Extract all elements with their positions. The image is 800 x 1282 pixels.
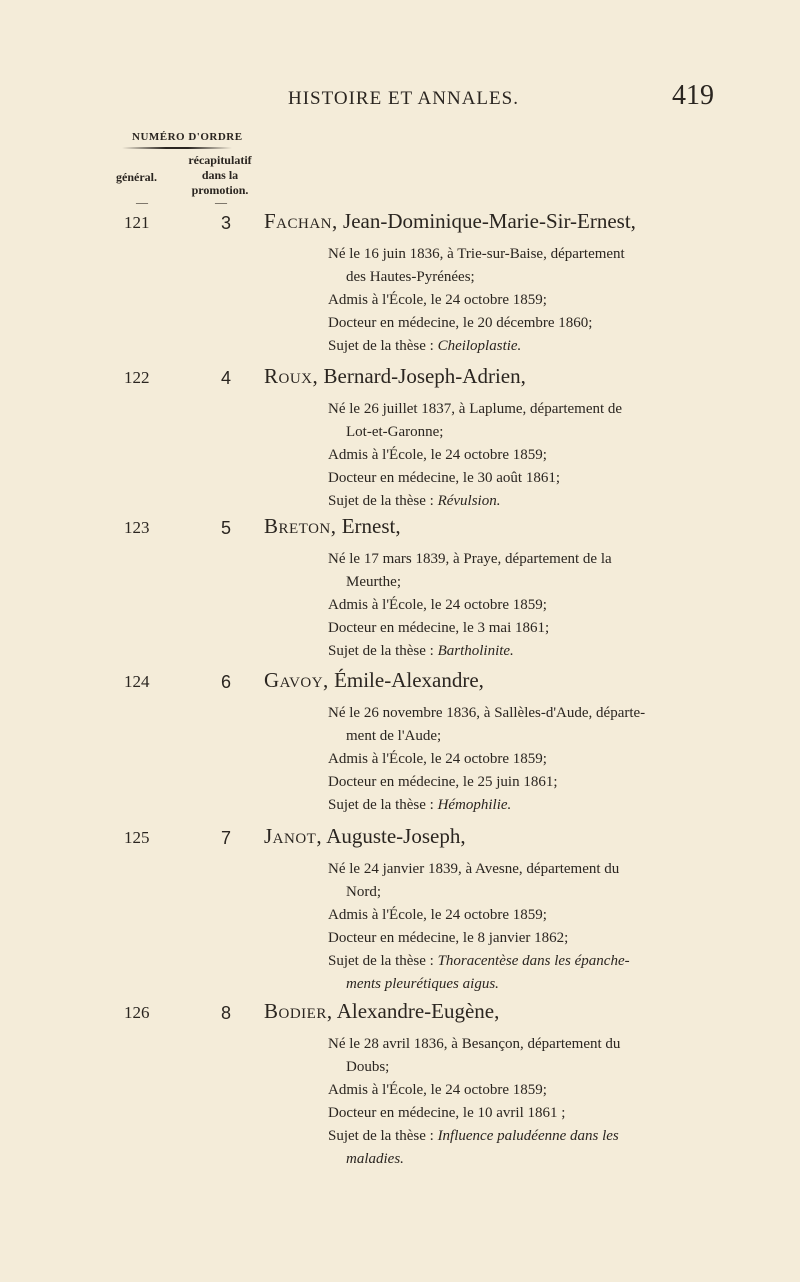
entry-number-promotion: 6 xyxy=(221,672,232,692)
entry-thesis xyxy=(328,640,710,663)
entry-surname: Roux, xyxy=(264,364,319,388)
entry-thesis-title: Cheiloplastie. xyxy=(437,338,522,354)
entry-details xyxy=(328,548,710,663)
entry-given-names: Auguste-Joseph, xyxy=(326,824,466,848)
entry-surname: Breton, xyxy=(264,514,337,538)
entry-birth-continued: des Hautes-Pyrénées; xyxy=(346,269,475,285)
entry-thesis-title: Influence paludéenne dans les xyxy=(437,1128,619,1144)
entry-birth: Né le 26 juillet 1837, à Laplume, département de xyxy=(328,401,623,417)
entry-thesis-title: Thoracentèse dans les épanche- xyxy=(437,953,630,969)
entry-given-names: Alexandre-Eugène, xyxy=(336,999,500,1023)
entry-given-names: Ernest, xyxy=(341,514,401,538)
entry-surname: Janot, xyxy=(264,824,323,848)
entry-birth-continued: Doubs; xyxy=(346,1059,390,1075)
entry-thesis-title: Révulsion. xyxy=(437,493,501,509)
entry-surname: Fachan, xyxy=(264,209,338,233)
entry-given-names: Émile-Alexandre, xyxy=(334,668,484,692)
entry-doctorate: Docteur en médecine, le 3 mai 1861; xyxy=(328,620,550,636)
entry-doctorate: Docteur en médecine, le 20 décembre 1860; xyxy=(328,315,593,331)
entry-number-promotion: 8 xyxy=(221,1003,232,1023)
entry-thesis-label: Sujet de la thèse : xyxy=(328,338,438,354)
entry-thesis-title-continued: maladies. xyxy=(346,1151,404,1167)
entry-doctorate: Docteur en médecine, le 30 août 1861; xyxy=(328,470,561,486)
entry-details xyxy=(328,398,710,513)
entry-doctorate: Docteur en médecine, le 10 avril 1861 ; xyxy=(328,1105,566,1121)
entry-thesis xyxy=(328,1125,710,1148)
entry-surname: Gavoy, xyxy=(264,668,329,692)
entry-number-promotion: 3 xyxy=(221,213,232,233)
entry-thesis-label: Sujet de la thèse : xyxy=(328,953,438,969)
entry-admission: Admis à l'École, le 24 octobre 1859; xyxy=(328,907,547,923)
running-title: HISTOIRE ET ANNALES. xyxy=(288,88,519,109)
entry-thesis-title: Bartholinite. xyxy=(437,643,514,659)
entry-admission: Admis à l'École, le 24 octobre 1859; xyxy=(328,751,547,767)
entry-admission: Admis à l'École, le 24 octobre 1859; xyxy=(328,597,547,613)
page-number: 419 xyxy=(672,80,714,111)
column-header-recap xyxy=(176,153,264,198)
entry-given-names: Jean-Dominique-Marie-Sir-Ernest, xyxy=(343,209,636,233)
entry-number-general: 123 xyxy=(124,518,150,537)
entry-admission: Admis à l'École, le 24 octobre 1859; xyxy=(328,447,547,463)
entry-number-promotion: 7 xyxy=(221,828,232,848)
column-header-general: général. xyxy=(116,170,157,184)
entry-surname: Bodier, xyxy=(264,999,333,1023)
entry-number-promotion: 4 xyxy=(221,368,232,388)
entry-name xyxy=(264,209,636,234)
entry-birth-continued: Meurthe; xyxy=(346,574,401,590)
entry-thesis-label: Sujet de la thèse : xyxy=(328,493,438,509)
entry-birth: Né le 24 janvier 1839, à Avesne, département du xyxy=(328,861,620,877)
column-header-dash-general: — xyxy=(136,195,148,209)
entry-number-general: 125 xyxy=(124,828,150,847)
entry-number-general: 121 xyxy=(124,213,150,232)
entry-number-general: 124 xyxy=(124,672,150,691)
entry-birth: Né le 16 juin 1836, à Trie-sur-Baise, département xyxy=(328,246,625,262)
entry-details xyxy=(328,1033,710,1171)
entry-name xyxy=(264,364,526,389)
entry-admission: Admis à l'École, le 24 octobre 1859; xyxy=(328,1082,547,1098)
entry-thesis xyxy=(328,490,710,513)
entry-thesis-label: Sujet de la thèse : xyxy=(328,643,438,659)
entry-name xyxy=(264,514,401,539)
entry-number-general: 122 xyxy=(124,368,150,387)
entry-birth-continued: Lot-et-Garonne; xyxy=(346,424,444,440)
entry-doctorate: Docteur en médecine, le 25 juin 1861; xyxy=(328,774,558,790)
column-header-recap-line-3: promotion. xyxy=(191,183,249,197)
entry-birth: Né le 28 avril 1836, à Besançon, département du xyxy=(328,1036,621,1052)
entry-admission: Admis à l'École, le 24 octobre 1859; xyxy=(328,292,547,308)
entry-thesis-title: Hémophilie. xyxy=(437,797,512,813)
entry-birth: Né le 17 mars 1839, à Praye, département de la xyxy=(328,551,612,567)
entry-name xyxy=(264,999,499,1024)
entry-details xyxy=(328,243,710,358)
column-header-title: NUMÉRO D'ORDRE xyxy=(132,131,243,143)
entry-thesis xyxy=(328,794,710,817)
column-header-recap-line-1: récapitulatif xyxy=(188,153,252,167)
entry-thesis-label: Sujet de la thèse : xyxy=(328,1128,438,1144)
entry-number-general: 126 xyxy=(124,1003,150,1022)
column-header-rule xyxy=(122,147,232,149)
entry-name xyxy=(264,668,484,693)
entry-thesis-title-continued: ments pleurétiques aigus. xyxy=(346,976,499,992)
entry-birth: Né le 26 novembre 1836, à Sallèles-d'Aude, départe- xyxy=(328,705,646,721)
entry-thesis xyxy=(328,335,710,358)
column-header-recap-line-2: dans la xyxy=(201,168,239,182)
entry-details xyxy=(328,702,710,817)
column-header-dash-recap: — xyxy=(215,195,227,209)
entry-name xyxy=(264,824,466,849)
entry-birth-continued: Nord; xyxy=(346,884,381,900)
entry-doctorate: Docteur en médecine, le 8 janvier 1862; xyxy=(328,930,569,946)
entry-thesis-label: Sujet de la thèse : xyxy=(328,797,438,813)
entry-thesis xyxy=(328,950,710,973)
entry-number-promotion: 5 xyxy=(221,518,232,538)
entry-given-names: Bernard-Joseph-Adrien, xyxy=(323,364,526,388)
entry-birth-continued: ment de l'Aude; xyxy=(346,728,442,744)
entry-details xyxy=(328,858,710,996)
